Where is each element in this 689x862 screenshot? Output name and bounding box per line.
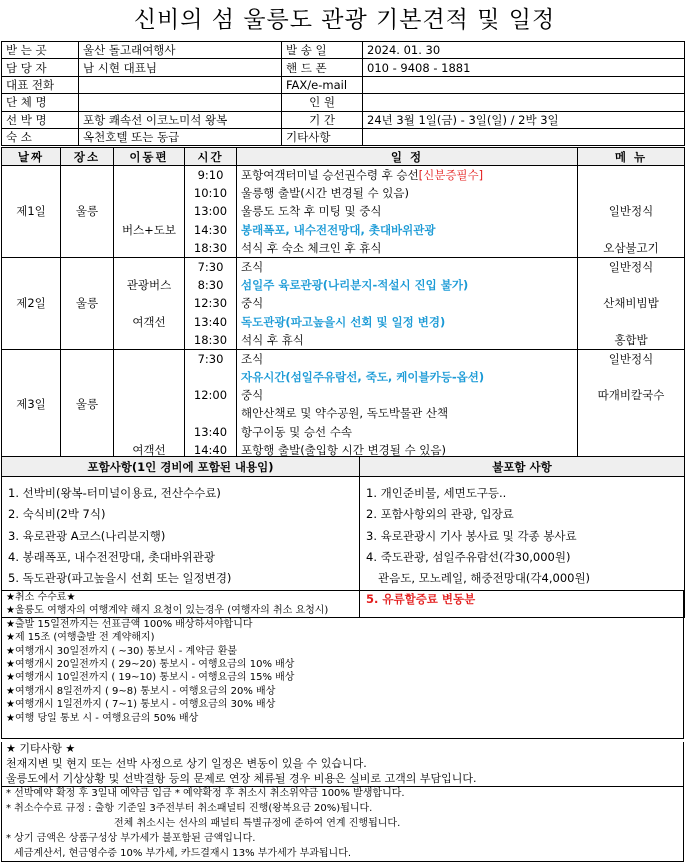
plan-text: 항구이동 및 승선 수속 (241, 424, 352, 439)
menu (582, 166, 680, 184)
excluded-item: 3. 육로관광시 기사 봉사료 및 각종 봉사료 (366, 528, 577, 543)
time: 7:30 (197, 351, 224, 366)
send-date-value: 2024. 01. 30 (363, 42, 685, 59)
schedule-table (1, 147, 685, 460)
col-transport: 이동편 (114, 148, 185, 166)
plan (241, 386, 573, 404)
included-item: 2. 숙식비(2박 7식) (8, 507, 106, 522)
cancel-rule: ★출발 15일전까지는 선표금액 100% 배상하셔야합니다 (6, 618, 253, 630)
time: 7:30 (197, 259, 224, 274)
transport (118, 331, 180, 349)
day-row (2, 257, 685, 349)
excluded-item: 1. 개인준비물, 세면도구등.. (366, 486, 507, 500)
plan (241, 202, 573, 220)
plan-text: 석식 후 숙소 체크인 후 휴식 (241, 240, 382, 255)
excluded-highlight: 5. 유류할증료 변동분 (366, 592, 476, 607)
transport (118, 166, 180, 184)
time-cell (185, 166, 237, 258)
fax-value (363, 76, 685, 93)
plan-text: 석식 후 휴식 (241, 332, 304, 347)
plan (241, 350, 573, 368)
time (189, 404, 232, 422)
page-title: 신비의 섬 울릉도 관광 기본견적 및 일정 (133, 7, 556, 33)
time: 13:00 (193, 204, 228, 219)
notes-section (1, 742, 684, 862)
cancel-rule: ★울릉도 여행자의 여행계약 해지 요청이 있는경우 (여행자의 취소 요청시) (6, 605, 329, 617)
included-item: 4. 봉래폭포, 내수전전망대, 촛대바위관광 (8, 549, 215, 564)
menu (582, 423, 680, 441)
period-value: 24년 3월 1일(금) - 3일(일) / 2박 3일 (363, 111, 685, 128)
plan (241, 276, 573, 294)
time: 10:10 (193, 186, 228, 201)
transport: 버스+도보 (121, 222, 177, 237)
time-cell (185, 257, 237, 349)
excluded-item: 4. 죽도관광, 섬일주유람선(각30,000원) (366, 549, 571, 564)
excluded-item: 2. 포함사항외의 관광, 입장료 (366, 507, 514, 522)
transport (118, 404, 180, 422)
send-date-label: 발 송 일 (282, 42, 363, 59)
plan-text: 중식 (241, 296, 264, 311)
transport-cell (114, 166, 185, 258)
transport (118, 350, 180, 368)
menu (582, 368, 680, 386)
menu: 산채비빔밥 (603, 296, 659, 311)
phone-label: 핸 드 폰 (282, 59, 363, 76)
plan-text: 울릉행 출발(시간 변경될 수 있음) (241, 186, 410, 201)
people-label: 인 원 (282, 94, 363, 111)
lodging-label: 숙 소 (2, 128, 79, 145)
transport (118, 423, 180, 441)
contact-label: 담 당 자 (2, 59, 79, 76)
excluded-title: 불포함 사항 (360, 457, 685, 477)
plan-text: 독도관광(파고높을시 선회 및 일정 변경) (241, 314, 446, 329)
cancel-rule: ★여행개시 20일전까지 ( 29~20) 통보시 - 여행요금의 10% 배상 (6, 658, 295, 670)
time: 8:30 (197, 278, 224, 293)
plan (241, 258, 573, 276)
cancel-rule: ★취소 수수료★ (6, 592, 76, 603)
notes-small-line: * 취소수수료 규정 : 출항 기준일 3주전부터 취소패널티 진행(왕복요금 20%)됩니다. (6, 803, 373, 815)
menu (582, 313, 680, 331)
cancel-rule-extra (2, 725, 683, 738)
day-place: 울릉 (61, 349, 114, 459)
excluded-item: 관음도, 모노레일, 해중전망대(각4,000원) (378, 571, 591, 586)
plan-text: 중식 (241, 388, 264, 403)
plan (241, 368, 573, 386)
cancel-rule: ★여행개시 8일전까지 ( 9~8) 통보시 - 여행요금의 20% 배상 (6, 685, 276, 697)
plan-text: 조식 (241, 259, 264, 274)
menu: 홍합밥 (614, 332, 648, 347)
cancel-rule: ★여행개시 30일전까지 ( ~30) 통보시 - 계약금 환불 (6, 645, 238, 657)
notes-small-line: * 선박예약 확정 후 3일내 예약금 입금 * 예약확정 후 취소시 취소위약금 100% 발생합니다. (6, 788, 405, 800)
time: 13:40 (193, 424, 228, 439)
notes-small-line: 전체 취소시는 선사의 패널티 특별규정에 준하여 연계 진행됩니다. (114, 817, 401, 829)
menu (582, 276, 680, 294)
cancel-rule: ★여행개시 10일전까지 ( 19~10) 통보시 - 여행요금의 15% 배상 (6, 672, 295, 684)
menu (582, 404, 680, 422)
transport (118, 202, 180, 220)
group-label: 단 체 명 (2, 94, 79, 111)
plan (241, 184, 573, 202)
transport: 여객선 (132, 314, 166, 329)
cancel-rule: ★여행 당일 통보 시 - 여행요금의 50% 배상 (6, 712, 199, 724)
transport (118, 184, 180, 202)
col-time: 시간 (185, 148, 237, 166)
included-item: 3. 육로관광 A코스(나리분지행) (8, 528, 166, 543)
transport (118, 258, 180, 276)
plan (241, 166, 573, 184)
from-value: 울산 돌고래여행사 (79, 42, 282, 59)
plan-cell (237, 166, 578, 258)
day-label: 제1일 (2, 166, 61, 258)
time: 14:30 (193, 222, 228, 237)
plan (241, 221, 573, 239)
col-place: 장소 (61, 148, 114, 166)
plan-text: 포항행 출발(출입항 시간 변경될 수 있음) (241, 442, 446, 457)
transport: 관광버스 (126, 278, 172, 293)
menu (582, 184, 680, 202)
transport (118, 239, 180, 257)
group-value (79, 94, 282, 111)
day-label: 제3일 (2, 349, 61, 459)
contact-value: 남 시현 대표님 (79, 59, 282, 76)
plan-text: 봉래폭포, 내수전전망대, 촛대바위관광 (241, 222, 436, 237)
transport (118, 294, 180, 312)
time: 18:30 (193, 332, 228, 347)
menu (582, 221, 680, 239)
from-label: 받 는 곳 (2, 42, 79, 59)
plan (241, 313, 573, 331)
plan (241, 404, 573, 422)
etc-label: 기타사항 (282, 128, 363, 145)
transport-cell (114, 257, 185, 349)
ship-value: 포항 쾌속선 이코노미석 왕복 (79, 111, 282, 128)
menu-cell (578, 166, 685, 258)
menu-cell (578, 257, 685, 349)
included-item: 5. 독도관광(파고높을시 선회 또는 일정변경) (8, 571, 232, 586)
tel-value (79, 76, 282, 93)
plan (241, 294, 573, 312)
plan-text: 포항여객터미널 승선권수령 후 승선 (241, 168, 419, 182)
transport (118, 386, 180, 404)
cancel-rule: ★여행개시 1일전까지 ( 7~1) 통보시 - 여행요금의 30% 배상 (6, 699, 276, 711)
menu: 일반정식 (608, 204, 654, 219)
cancel-rules (1, 590, 684, 739)
plan-text: 자유시간(섬일주유람선, 죽도, 케이블카등-옵션) (241, 370, 485, 385)
plan-text: 울릉도 도착 후 미팅 및 중식 (241, 204, 382, 219)
time (189, 368, 232, 386)
lodging-value: 옥천호텔 또는 동급 (79, 128, 282, 145)
people-value (363, 94, 685, 111)
day-row (2, 349, 685, 459)
menu: 일반정식 (608, 351, 654, 366)
time: 13:40 (193, 314, 228, 329)
time: 12:30 (193, 296, 228, 311)
time: 9:10 (197, 168, 224, 182)
day-label: 제2일 (2, 257, 61, 349)
notes-small-line: * 상기 금액은 상품구성상 부가세가 불포함된 금액입니다. (6, 832, 256, 844)
included-title: 포함사항(1인 경비에 포함된 내용임) (2, 457, 360, 477)
time: 14:40 (193, 442, 228, 457)
col-date: 날짜 (2, 148, 61, 166)
col-plan: 일 정 (237, 148, 578, 166)
header-info-table (1, 41, 685, 146)
plan-note: [신분증필수] (418, 168, 484, 182)
menu: 오삼불고기 (603, 240, 659, 255)
notes-etc-line: 천재지변 및 현지 또는 선박 사정으로 상기 일정은 변동이 있을 수 있습니다. (6, 756, 367, 770)
plan (241, 331, 573, 349)
menu: 따개비칼국수 (597, 388, 665, 403)
fax-label: FAX/e-mail (282, 76, 363, 93)
transport: 여객선 (132, 442, 166, 457)
plan-text: 조식 (241, 351, 264, 366)
period-label: 기 간 (282, 111, 363, 128)
plan (241, 239, 573, 257)
included-item: 1. 선박비(왕복-터미널이용료, 전산수수료) (8, 486, 221, 500)
day-place: 울릉 (61, 257, 114, 349)
time: 12:00 (193, 388, 228, 403)
etc-value (363, 128, 685, 145)
tel-label: 대표 전화 (2, 76, 79, 93)
menu-cell (578, 349, 685, 459)
menu: 일반정식 (608, 259, 654, 274)
plan (241, 423, 573, 441)
plan-text: 섬일주 육로관광(나리분지-적설시 진입 불가) (241, 278, 469, 293)
phone-value: 010 - 9408 - 1881 (363, 59, 685, 76)
cancel-rule: ★제 15조 (여행출발 전 계약해지) (6, 632, 155, 644)
notes-etc-title: ★ 기타사항 ★ (6, 742, 76, 755)
transport (118, 368, 180, 386)
time: 18:30 (193, 240, 228, 255)
day-row (2, 166, 685, 258)
plan-cell (237, 349, 578, 459)
transport-cell (114, 349, 185, 459)
notes-small-line: 세금계산서, 현금영수증 10% 부가세, 카드결재시 13% 부가세가 부과됩니다. (14, 847, 352, 859)
col-menu: 메 뉴 (578, 148, 685, 166)
day-place: 울릉 (61, 166, 114, 258)
ship-label: 선 박 명 (2, 111, 79, 128)
notes-etc-line: 울릉도에서 기상상황 및 선박결항 등의 문제로 연장 체류될 경우 비용은 실비로 고객의 부담입니다. (2, 772, 683, 788)
plan-text: 해안산책로 및 약수공원, 독도박물관 산책 (241, 406, 449, 421)
time-cell (185, 349, 237, 459)
plan-cell (237, 257, 578, 349)
